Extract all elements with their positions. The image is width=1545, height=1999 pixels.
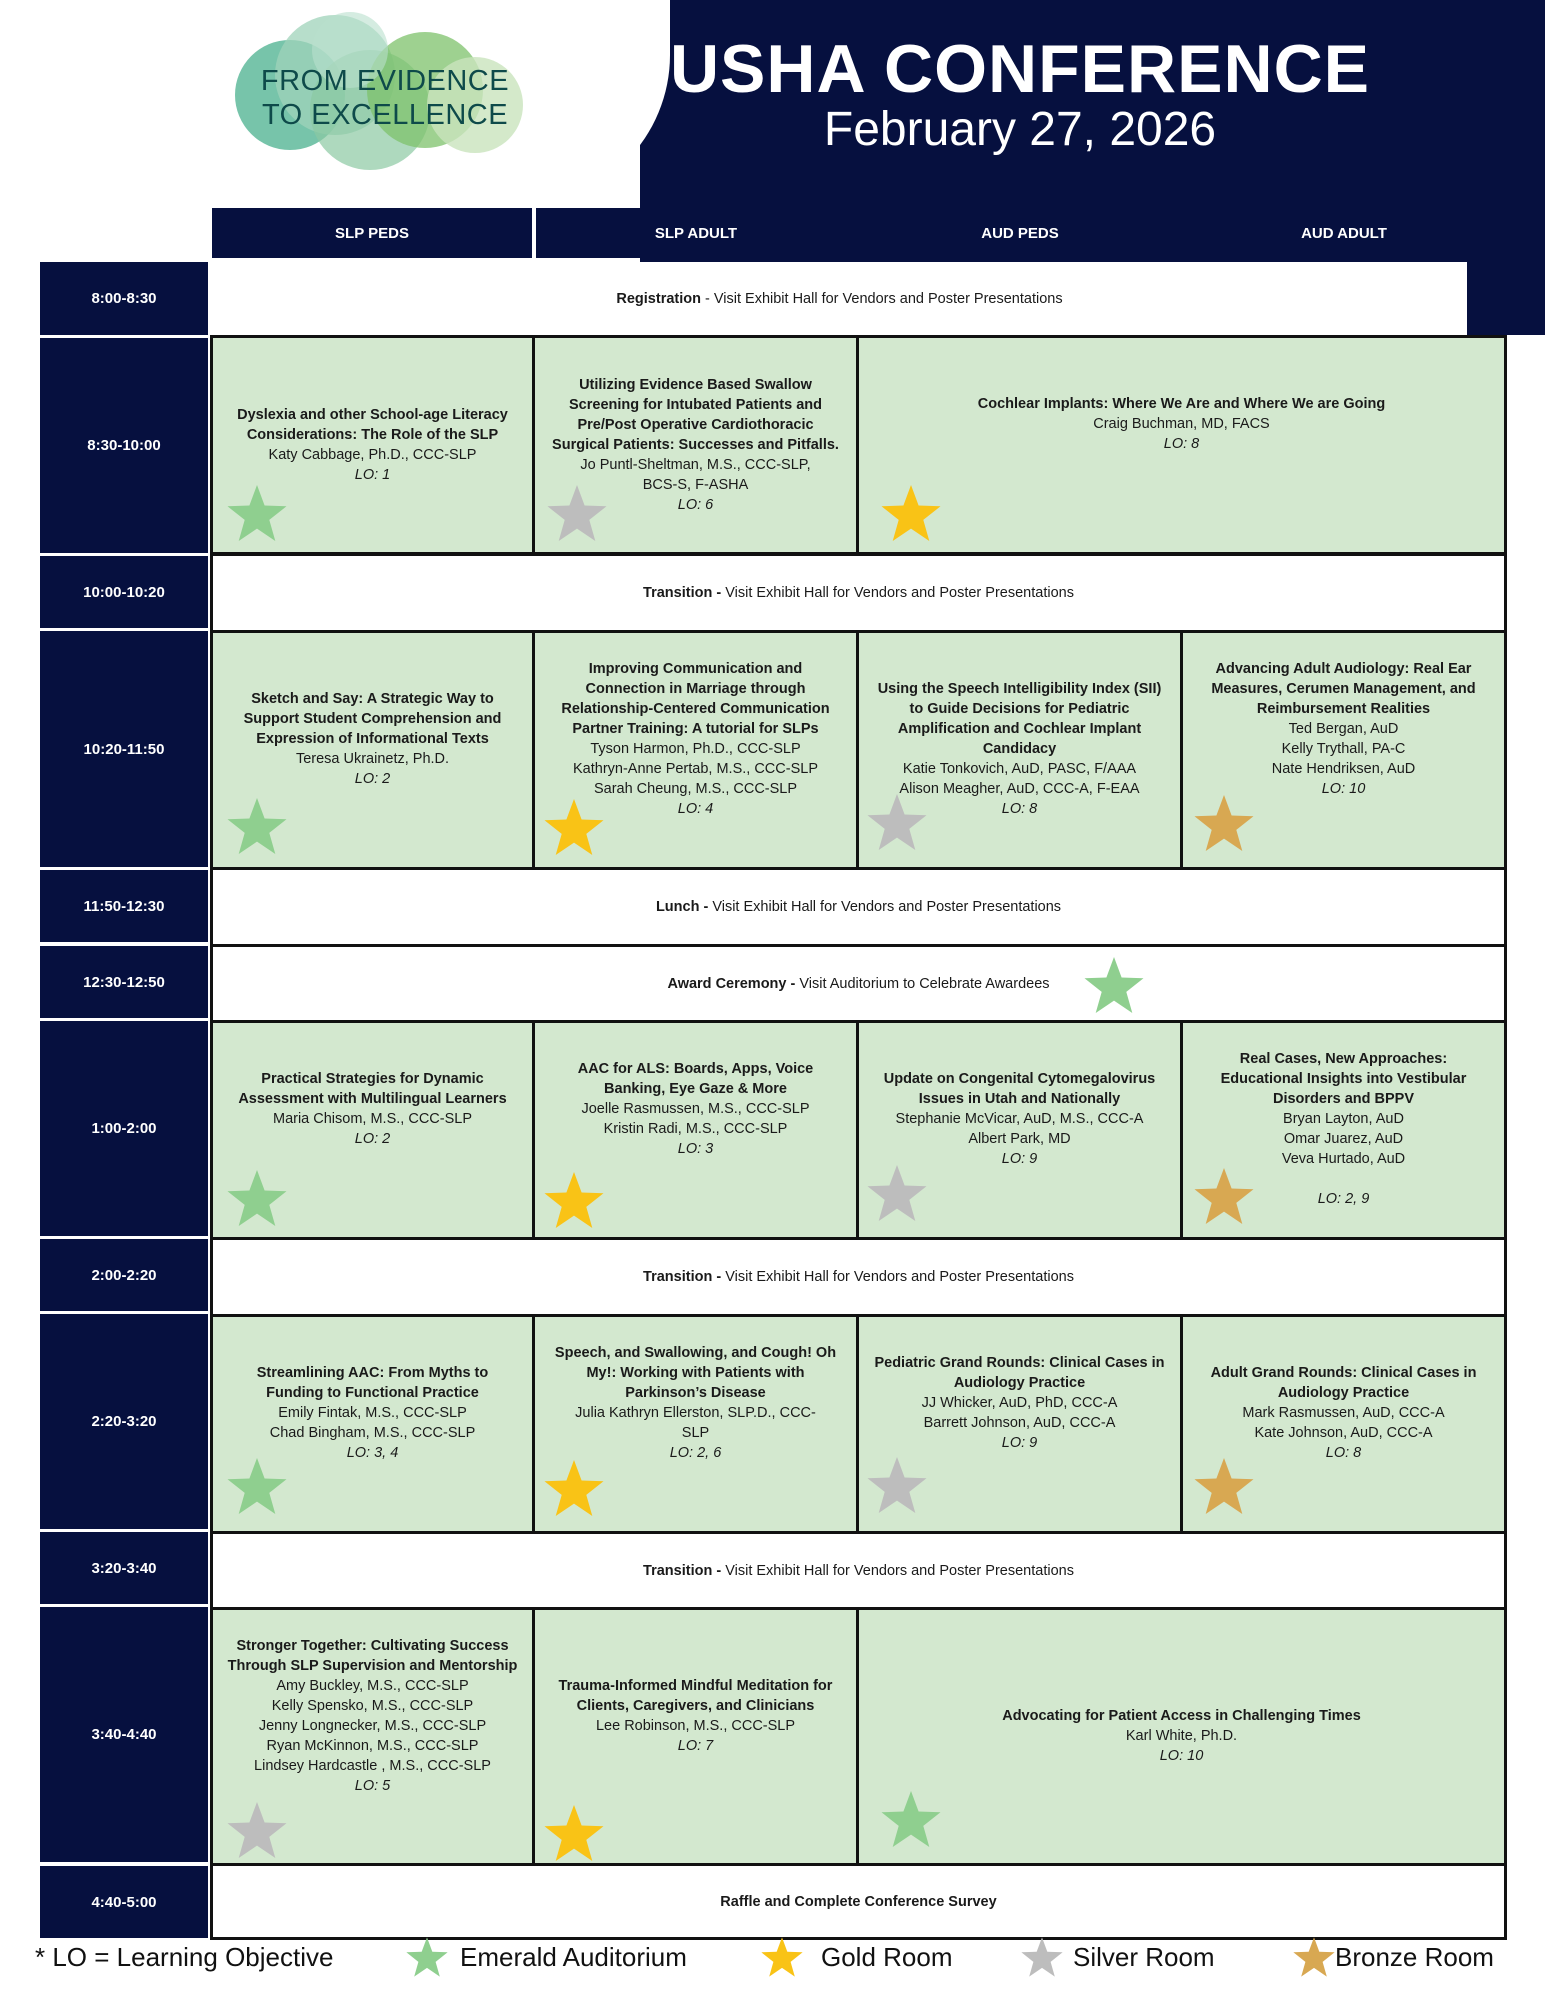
session-speaker: Jenny Longnecker, M.S., CCC-SLP bbox=[258, 1718, 487, 1734]
time-slot: 12:30-12:50 bbox=[40, 946, 208, 1018]
learning-objective: LO: 2, 9 bbox=[1317, 1191, 1370, 1207]
bronze-star-icon bbox=[1193, 1166, 1255, 1231]
learning-objective: LO: 3, 4 bbox=[346, 1445, 399, 1461]
learning-objective: LO: 9 bbox=[1001, 1151, 1038, 1167]
session-title: Using the Speech Intelligibility Index (SII) to Guide Decisions for Pediatric Amplification and Cochlear Implant Candidacy bbox=[877, 681, 1162, 757]
session-speaker: Julia Kathryn Ellerston, SLP.D., CCC- bbox=[575, 1405, 816, 1421]
session-title: AAC for ALS: Boards, Apps, Voice Banking, Eye Gaze & More bbox=[577, 1061, 814, 1097]
break-text: Visit Exhibit Hall for Vendors and Poster Presentations bbox=[725, 1269, 1074, 1285]
learning-objective: LO: 8 bbox=[1163, 436, 1200, 452]
learning-objective: LO: 2, 6 bbox=[669, 1445, 722, 1461]
break-label: Registration bbox=[616, 290, 701, 307]
learning-objective: LO: 8 bbox=[1325, 1445, 1362, 1461]
session-speaker: Bryan Layton, AuD bbox=[1283, 1111, 1404, 1127]
learning-objective: LO: 2 bbox=[354, 771, 391, 787]
time-slot: 3:20-3:40 bbox=[40, 1532, 208, 1604]
time-slot: 10:20-11:50 bbox=[40, 631, 208, 867]
session-speaker: Veva Hurtado, AuD bbox=[1281, 1151, 1406, 1167]
time-slot: 4:40-5:00 bbox=[40, 1866, 208, 1938]
raffle-row bbox=[210, 1863, 1507, 1940]
session-speaker: Kristin Radi, M.S., CCC-SLP bbox=[603, 1121, 788, 1137]
break-label: Transition - bbox=[643, 585, 726, 601]
legend-emerald: Emerald Auditorium bbox=[460, 1942, 687, 1972]
time-slot: 8:30-10:00 bbox=[40, 338, 208, 553]
session-speaker: Kate Johnson, AuD, CCC-A bbox=[1254, 1425, 1433, 1441]
conference-date: February 27, 2026 bbox=[823, 103, 1217, 156]
session-title: Improving Communication and Connection in Marriage through Relationship-Centered Communication Partner Training: A tutorial for SLPs bbox=[561, 661, 830, 737]
session-title: Dyslexia and other School-age Literacy Considerations: The Role of the SLP bbox=[237, 407, 508, 443]
bronze-star-icon bbox=[1193, 1456, 1255, 1521]
session-speaker: Sarah Cheung, M.S., CCC-SLP bbox=[593, 781, 798, 797]
transition-row bbox=[210, 553, 1507, 633]
time-slot: 2:20-3:20 bbox=[40, 1314, 208, 1529]
time-slot: 1:00-2:00 bbox=[40, 1021, 208, 1236]
session-title: Adult Grand Rounds: Clinical Cases in Audiology Practice bbox=[1210, 1365, 1477, 1401]
break-text: Visit Exhibit Hall for Vendors and Poster Presentations bbox=[725, 585, 1074, 601]
silver-star-icon bbox=[866, 792, 928, 857]
session-title: Streamlining AAC: From Myths to Funding to Functional Practice bbox=[256, 1365, 489, 1401]
emerald-star-icon bbox=[226, 483, 288, 548]
award-ceremony-row bbox=[210, 944, 1507, 1023]
session-title: Practical Strategies for Dynamic Assessment with Multilingual Learners bbox=[238, 1071, 507, 1107]
session-speaker: Katy Cabbage, Ph.D., CCC-SLP bbox=[268, 447, 477, 463]
session-speaker: Lindsey Hardcastle , M.S., CCC-SLP bbox=[254, 1758, 491, 1774]
emerald-star-icon bbox=[405, 1936, 449, 1985]
emerald-star-icon bbox=[880, 1789, 942, 1854]
session-speaker: Lee Robinson, M.S., CCC-SLP bbox=[595, 1718, 796, 1734]
session-speaker: JJ Whicker, AuD, PhD, CCC-A bbox=[921, 1395, 1118, 1411]
session-speaker: Chad Bingham, M.S., CCC-SLP bbox=[269, 1425, 476, 1441]
time-slot: 11:50-12:30 bbox=[40, 870, 208, 942]
bronze-star-icon bbox=[1292, 1936, 1336, 1985]
emerald-star-icon bbox=[226, 1456, 288, 1521]
session-title: Trauma-Informed Mindful Meditation for Clients, Caregivers, and Clinicians bbox=[558, 1678, 833, 1714]
legend-silver: Silver Room bbox=[1073, 1942, 1215, 1972]
column-header-aud-peds: AUD PEDS bbox=[860, 208, 1180, 258]
session-speaker: BCS-S, F-ASHA bbox=[642, 477, 749, 493]
break-label: Transition - bbox=[643, 1562, 726, 1579]
session-speaker: Nate Hendriksen, AuD bbox=[1271, 761, 1416, 777]
learning-objective: LO: 5 bbox=[354, 1778, 391, 1794]
gold-star-icon bbox=[880, 483, 942, 548]
session-speaker: Stephanie McVicar, AuD, M.S., CCC-A bbox=[895, 1111, 1144, 1127]
session-speaker: Joelle Rasmussen, M.S., CCC-SLP bbox=[581, 1101, 810, 1117]
silver-star-icon bbox=[866, 1455, 928, 1520]
column-header-aud-adult: AUD ADULT bbox=[1184, 208, 1504, 258]
learning-objective: LO: 2 bbox=[354, 1131, 391, 1147]
session-title: Cochlear Implants: Where We Are and Where We are Going bbox=[977, 396, 1386, 412]
session-title: Speech, and Swallowing, and Cough! Oh My!: Working with Patients with Parkinson’s Disease bbox=[554, 1345, 837, 1401]
learning-objective: LO: 8 bbox=[1001, 801, 1038, 817]
gold-star-icon bbox=[543, 1170, 605, 1235]
break-label: Transition - bbox=[643, 1269, 726, 1285]
learning-objective: LO: 6 bbox=[677, 497, 714, 513]
session-speaker: Alison Meagher, AuD, CCC-A, F-EAA bbox=[899, 781, 1140, 797]
break-text: Visit Exhibit Hall for Vendors and Poster Presentations bbox=[725, 1562, 1074, 1579]
session-cell bbox=[856, 335, 1507, 555]
session-speaker: Barrett Johnson, AuD, CCC-A bbox=[923, 1415, 1116, 1431]
time-slot: 3:40-4:40 bbox=[40, 1607, 208, 1862]
silver-star-icon bbox=[546, 483, 608, 548]
silver-star-icon bbox=[1020, 1936, 1064, 1985]
emerald-star-icon bbox=[226, 796, 288, 861]
gold-star-icon bbox=[543, 1803, 605, 1868]
break-text: Visit Auditorium to Celebrate Awardees bbox=[799, 975, 1050, 992]
session-speaker: Kathryn-Anne Pertab, M.S., CCC-SLP bbox=[573, 761, 818, 777]
session-speaker: Jo Puntl-Sheltman, M.S., CCC-SLP, bbox=[580, 457, 811, 473]
learning-objective: LO: 1 bbox=[354, 467, 391, 483]
gold-star-icon bbox=[543, 797, 605, 862]
transition-row bbox=[210, 1237, 1507, 1317]
break-label: Raffle and Complete Conference Survey bbox=[720, 1893, 997, 1910]
session-speaker: Maria Chisom, M.S., CCC-SLP bbox=[272, 1111, 472, 1127]
emerald-star-icon bbox=[226, 1168, 288, 1233]
time-slot: 10:00-10:20 bbox=[40, 556, 208, 628]
bronze-star-icon bbox=[1193, 793, 1255, 858]
gold-star-icon bbox=[760, 1936, 804, 1985]
session-title: Advocating for Patient Access in Challenging Times bbox=[1002, 1708, 1361, 1724]
column-header-slp-peds: SLP PEDS bbox=[212, 208, 532, 258]
conference-title: USHA CONFERENCE bbox=[669, 31, 1371, 107]
session-title: Real Cases, New Approaches: Educational Insights into Vestibular Disorders and BPPV bbox=[1220, 1051, 1467, 1107]
session-speaker: Albert Park, MD bbox=[968, 1131, 1071, 1147]
column-header-slp-adult: SLP ADULT bbox=[536, 208, 856, 258]
session-speaker: Kelly Spensko, M.S., CCC-SLP bbox=[271, 1698, 474, 1714]
break-label: Award Ceremony - bbox=[667, 975, 800, 992]
session-title: Stronger Together: Cultivating Success Through SLP Supervision and Mentorship bbox=[227, 1638, 518, 1674]
legend-lo-note: * LO = Learning Objective bbox=[35, 1942, 334, 1972]
logo-line-1: FROM EVIDENCE bbox=[260, 65, 510, 97]
learning-objective: LO: 9 bbox=[1001, 1435, 1038, 1451]
time-slot: 8:00-8:30 bbox=[40, 262, 208, 335]
session-speaker: Omar Juarez, AuD bbox=[1283, 1131, 1404, 1147]
session-speaker: Teresa Ukrainetz, Ph.D. bbox=[295, 751, 450, 767]
gold-star-icon bbox=[543, 1458, 605, 1523]
session-speaker: Craig Buchman, MD, FACS bbox=[1093, 416, 1270, 432]
session-title: Pediatric Grand Rounds: Clinical Cases in Audiology Practice bbox=[874, 1355, 1165, 1391]
session-speaker: Mark Rasmussen, AuD, CCC-A bbox=[1242, 1405, 1445, 1421]
learning-objective: LO: 7 bbox=[677, 1738, 714, 1754]
break-label: Lunch - bbox=[655, 899, 713, 915]
conference-logo bbox=[230, 5, 540, 190]
registration-row bbox=[212, 262, 1467, 335]
break-text: Visit Exhibit Hall for Vendors and Poster Presentations bbox=[712, 899, 1062, 915]
silver-star-icon bbox=[866, 1163, 928, 1228]
transition-row bbox=[210, 1531, 1507, 1610]
session-speaker: Ted Bergan, AuD bbox=[1288, 721, 1399, 737]
session-speaker: Emily Fintak, M.S., CCC-SLP bbox=[278, 1405, 467, 1421]
session-title: Update on Congenital Cytomegalovirus Issues in Utah and Nationally bbox=[883, 1071, 1156, 1107]
logo-line-2: TO EXCELLENCE bbox=[261, 99, 509, 131]
session-speaker: Kelly Trythall, PA-C bbox=[1281, 741, 1406, 757]
session-speaker: Karl White, Ph.D. bbox=[1125, 1728, 1238, 1744]
session-title: Advancing Adult Audiology: Real Ear Measures, Cerumen Management, and Reimbursement Realities bbox=[1211, 661, 1476, 717]
lunch-row bbox=[210, 867, 1507, 947]
learning-objective: LO: 10 bbox=[1321, 781, 1366, 797]
session-speaker: Amy Buckley, M.S., CCC-SLP bbox=[276, 1678, 469, 1694]
learning-objective: LO: 3 bbox=[677, 1141, 714, 1157]
session-cell bbox=[856, 1607, 1507, 1866]
legend-bronze: Bronze Room bbox=[1335, 1942, 1494, 1972]
legend-gold: Gold Room bbox=[821, 1942, 953, 1972]
session-speaker: Tyson Harmon, Ph.D., CCC-SLP bbox=[590, 741, 801, 757]
session-title: Sketch and Say: A Strategic Way to Support Student Comprehension and Expression of Informational Texts bbox=[243, 691, 502, 747]
legend bbox=[35, 1940, 1545, 1980]
session-speaker: Ryan McKinnon, M.S., CCC-SLP bbox=[266, 1738, 479, 1754]
learning-objective: LO: 10 bbox=[1159, 1748, 1204, 1764]
emerald-star-icon bbox=[1083, 955, 1145, 1020]
break-text: - Visit Exhibit Hall for Vendors and Poster Presentations bbox=[700, 290, 1063, 307]
session-title: Utilizing Evidence Based Swallow Screening for Intubated Patients and Pre/Post Operative Cardiothoracic Surgical Patients: Successes and Pitfalls. bbox=[552, 377, 839, 453]
session-speaker: SLP bbox=[681, 1425, 710, 1441]
silver-star-icon bbox=[226, 1800, 288, 1865]
time-slot: 2:00-2:20 bbox=[40, 1239, 208, 1311]
learning-objective: LO: 4 bbox=[677, 801, 714, 817]
session-speaker: Katie Tonkovich, AuD, PASC, F/AAA bbox=[902, 761, 1137, 777]
